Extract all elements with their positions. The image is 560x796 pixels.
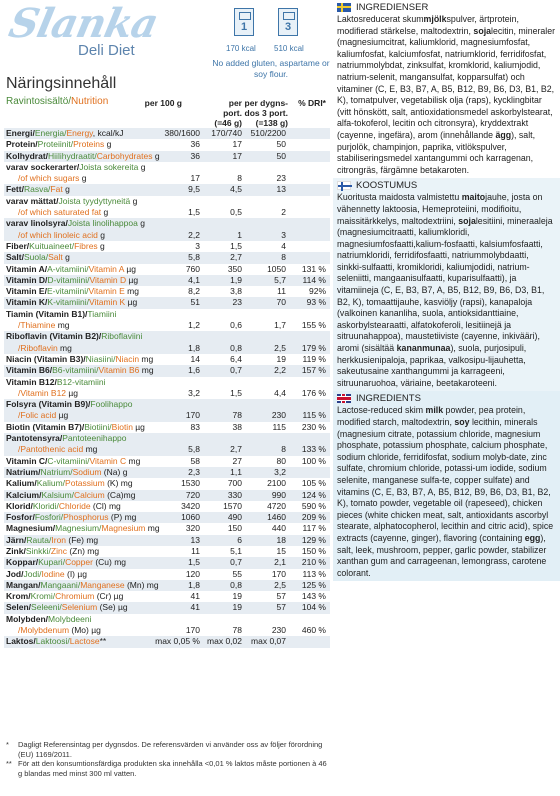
row-value: 17 (190, 173, 200, 184)
row-value: 1530 (181, 478, 200, 489)
table-row (4, 331, 330, 342)
row-value: 38 (232, 421, 242, 432)
row-value: 8 (281, 444, 286, 455)
row-label: Jod/Jodi/Iodine (I) µg (6, 568, 87, 579)
row-value: 19 (276, 353, 286, 364)
row-label: Tiamin (Vitamin B1)/Tiamiini (6, 308, 117, 319)
ingredients-text-sv: Laktosreducerat skummjölkspulver, ärtprotein, modifierad stärkelse, maltodextrin, sojalecitin, mineraler (magnesiumcitrat, kaliumklorid, magnesiumfosfat, kaliumfosfat, kalciumfosfat, natriumklorid, ferridifosfat, natriummolybdat, zinksulfat, kromklorid, kaliumjodid, natrium-selenit, mangansulfat, kopparsulfat) och vitaminer (C, E, B3, B7, A, B5, B12, B9, B6, D3, B1, B2, K), tomatpulver, vegetabilisk olja (raps), kycklingbitar (vitt hönskött, salt, antioxidationsmedel askorbylstearat, alfa-tokoferol, lecitin och citronsyra), kryddextrakt (cayenne, ingefära), arom (innehållande ägg), salt, purjolök, champinjon, paprika, vitlökspulver, stabiliseringsmedel xantangummi och karragenan, citrongräs, färgämne betakaroten. (337, 14, 556, 175)
row-value: 170 (185, 410, 200, 421)
table-row (4, 264, 330, 275)
row-label: /of which sugars g (18, 173, 87, 184)
allergen-note: No added gluten, aspartame or soy flour. (212, 58, 330, 79)
row-value: 83 (190, 421, 200, 432)
table-row (4, 173, 330, 184)
table-row (4, 207, 330, 218)
row-label: Fett/Rasva/Fat g (6, 184, 70, 195)
row-value: 460 % (301, 625, 326, 636)
row-value: 4 (281, 240, 286, 251)
row-value: 119 % (302, 353, 326, 364)
row-value: 143 % (301, 591, 326, 602)
row-label: Vitamin B12/B12-vitamiini (6, 376, 106, 387)
row-value: 105 % (301, 478, 326, 489)
footnote-item: ** För att den konsumtionsfärdiga produkten ska innehålla <0,01 % laktos måste portionen à 46 g blandas med minst 300 ml vatten. (6, 759, 327, 778)
col-header-dri: % DRI* (298, 98, 326, 108)
row-value: 129 % (301, 534, 326, 545)
row-label: Vitamin K/K-vitamiini/Vitamin K µg (6, 297, 138, 308)
row-value: 0,8 (230, 579, 242, 590)
row-value: 176 % (301, 387, 326, 398)
row-label: Vitamin D/D-vitamiini/Vitamin D µg (6, 274, 139, 285)
row-value: 23 (276, 173, 286, 184)
row-value: 230 (271, 410, 286, 421)
row-value: 36 (190, 139, 200, 150)
table-row (4, 162, 330, 173)
row-value: 490 (227, 512, 242, 523)
table-row (4, 320, 330, 331)
row-value: 510/2200 (250, 128, 286, 138)
table-row (4, 535, 330, 546)
row-label: Salt/Suola/Salt g (6, 252, 70, 263)
row-value: 1,5 (230, 240, 242, 251)
table-row (4, 433, 330, 444)
row-value: 1 (237, 229, 242, 240)
row-label: Pantotensyra/Pantoteenihappo (6, 433, 127, 444)
brand-name: Slanka (5, 0, 162, 47)
row-label: Niacin (Vitamin B3)/Niasiini/Niacin mg (6, 353, 154, 364)
row-value: 117 % (302, 523, 326, 534)
row-value: 13 (190, 534, 200, 545)
table-row (4, 297, 330, 308)
row-value: 330 (227, 489, 242, 500)
row-value: 55 (232, 568, 242, 579)
row-label: Vitamin E/E-vitamiini/Vitamin E mg (6, 286, 139, 297)
row-value: 2,2 (188, 229, 200, 240)
row-label: /Folic acid µg (18, 410, 69, 421)
row-value: 41 (190, 602, 200, 613)
row-value: 115 (272, 421, 286, 432)
row-value: 230 (271, 625, 286, 636)
table-row (4, 377, 330, 388)
table-row (4, 557, 330, 568)
row-value: 8,2 (188, 286, 200, 297)
table-row (4, 286, 330, 297)
row-label: /of which linoleic acid g (18, 229, 105, 240)
table-row (4, 309, 330, 320)
row-label: Laktos/Laktoosi/Lactose** (6, 636, 107, 647)
three-portion-icon: 3 (278, 8, 298, 36)
one-portion-icon: 1 (234, 8, 254, 36)
row-label: Mangan/Mangaani/Manganese (Mn) mg (6, 579, 159, 590)
table-row (4, 625, 330, 636)
row-value: 2 (281, 207, 286, 218)
row-value: 70 (276, 297, 286, 308)
col-header-per100: per 100 g (144, 98, 182, 108)
row-value: 0,6 (230, 320, 242, 331)
col-header-per-portion: per port. (=46 g) (214, 98, 242, 128)
row-label: Fiber/Kuituaineet/Fibres g (6, 240, 105, 251)
table-subtitle: Ravintosisältö/Nutrition (6, 96, 109, 107)
row-value: 1,6 (188, 365, 200, 376)
table-row (4, 546, 330, 557)
row-value: 990 (271, 489, 286, 500)
row-value: 1460 (267, 512, 286, 523)
row-label: /Molybdenum (Mo) µg (18, 625, 101, 636)
row-value: 2,5 (274, 342, 286, 353)
row-value: 590 % (301, 500, 326, 511)
row-label: /Vitamin B12 µg (18, 387, 79, 398)
row-value: 170/740 (211, 128, 242, 138)
row-label: varav linolsyra/Joista linolihappoa g (6, 218, 145, 229)
nutrition-table (4, 128, 330, 648)
row-label: Protein/Proteiinit/Proteins g (6, 139, 112, 150)
row-value: 3 (281, 229, 286, 240)
row-value: 1570 (223, 500, 242, 511)
row-value: 27 (232, 455, 242, 466)
row-value: 23 (232, 297, 242, 308)
col-header-per-day: per dygns- dos 3 port. (=138 g) (244, 98, 288, 128)
row-value: 150 (227, 523, 242, 534)
ingredients-swedish (333, 0, 560, 178)
row-value: 170 (271, 568, 286, 579)
row-label: Järn/Rauta/Iron (Fe) mg (6, 534, 99, 545)
row-value: 78 (232, 410, 242, 421)
table-row (4, 275, 330, 286)
row-value: 2,1 (274, 557, 286, 568)
row-value: 5,1 (230, 545, 242, 556)
row-label: Folsyra (Vitamin B9)/Foolihappo (6, 399, 133, 410)
row-value: 2,2 (274, 365, 286, 376)
table-row (4, 388, 330, 399)
table-row (4, 128, 330, 139)
row-value: 760 (185, 263, 200, 274)
row-value: 2,7 (230, 252, 242, 263)
row-value: 4,1 (188, 274, 200, 285)
row-label: /of which saturated fat g (18, 207, 109, 218)
row-value: 58 (190, 455, 200, 466)
row-value: 2,3 (188, 466, 200, 477)
row-value: 3420 (181, 500, 200, 511)
row-value: 0,8 (230, 342, 242, 353)
row-value: 8 (237, 173, 242, 184)
row-value: 8 (281, 252, 286, 263)
row-value: 57 (276, 602, 286, 613)
row-value: 36 (190, 150, 200, 161)
row-value: 15 (276, 545, 286, 556)
row-value: 115 % (302, 410, 326, 421)
portion-info (226, 8, 326, 56)
row-label: Molybden/Molybdeeni (6, 613, 92, 624)
table-row (4, 422, 330, 433)
row-value: 4,5 (230, 184, 242, 195)
table-row (4, 343, 330, 354)
row-value: 700 (227, 478, 242, 489)
row-value: 17 (232, 150, 242, 161)
row-label: Riboflavin (Vitamin B2)/Riboflaviini (6, 331, 143, 342)
row-value: 114 % (302, 274, 326, 285)
row-label: Magnesium/Magnesium/Magnesium mg (6, 523, 160, 534)
row-value: 1,9 (230, 274, 242, 285)
row-label: Fosfor/Fosfori/Phosphorus (P) mg (6, 512, 137, 523)
brand-logo (5, 0, 183, 72)
row-value: 1,5 (188, 207, 200, 218)
row-label: Koppar/Kupari/Copper (Cu) mg (6, 557, 127, 568)
row-value: 0,7 (230, 365, 242, 376)
table-row (4, 523, 330, 534)
row-value: 1,5 (230, 387, 242, 398)
row-value: 51 (190, 297, 200, 308)
table-row (4, 478, 330, 489)
row-value: 320 (185, 523, 200, 534)
row-value: 14 (190, 353, 200, 364)
row-value: 18 (276, 534, 286, 545)
row-label: Natrium/Natrium/Sodium (Na) g (6, 466, 128, 477)
row-value: 3,8 (230, 286, 242, 297)
row-value: 1,1 (230, 466, 242, 477)
row-value: 4720 (267, 500, 286, 511)
table-row (4, 490, 330, 501)
brand-subtitle: Deli Diet (78, 42, 135, 59)
row-value: 6,4 (230, 353, 242, 364)
ingredients-heading-sv: INGREDIENSER (356, 1, 429, 13)
row-value: 57 (276, 591, 286, 602)
table-row (4, 602, 330, 613)
row-value: 1,8 (188, 579, 200, 590)
row-value: 1,5 (188, 557, 200, 568)
row-value: 5,8 (188, 444, 200, 455)
row-value: 1050 (267, 263, 286, 274)
row-value: 125 % (301, 579, 326, 590)
row-value: 210 % (301, 557, 326, 568)
row-label: Kalcium/Kalsium/Calcium (Ca)mg (6, 489, 136, 500)
row-value: 17 (232, 139, 242, 150)
row-value: 5,7 (274, 274, 286, 285)
row-value: 2,5 (274, 579, 286, 590)
row-value: 1,7 (274, 320, 286, 331)
row-value: 131 % (301, 263, 326, 274)
row-value: 209 % (301, 512, 326, 523)
table-row (4, 591, 330, 602)
table-row (4, 467, 330, 478)
row-label: /Pantothenic acid mg (18, 444, 98, 455)
ingredients-panel (333, 0, 560, 796)
row-value: 13 (276, 184, 286, 195)
row-label: Vitamin A/A-vitamiini/Vitamin A µg (6, 263, 136, 274)
finland-flag-icon (337, 181, 351, 190)
row-value: 0,7 (230, 557, 242, 568)
ingredients-finnish (333, 178, 560, 391)
table-row (4, 580, 330, 591)
table-row (4, 399, 330, 410)
row-value: 120 (185, 568, 200, 579)
row-value: 133 % (301, 444, 326, 455)
table-row (4, 444, 330, 455)
ingredients-heading-fi: KOOSTUMUS (356, 179, 418, 191)
row-value: 41 (190, 591, 200, 602)
table-row (4, 196, 330, 207)
row-value: 78 (232, 625, 242, 636)
table-row (4, 139, 330, 150)
row-value: 9,5 (188, 184, 200, 195)
row-value: 11 (277, 286, 286, 297)
table-row (4, 614, 330, 625)
row-value: 3,2 (274, 466, 286, 477)
row-value: 100 % (301, 455, 326, 466)
row-value: max 0,05 % (155, 636, 200, 647)
table-row (4, 354, 330, 365)
row-value: max 0,07 (251, 636, 286, 647)
row-value: 93 % (306, 297, 326, 308)
row-value: 230 % (301, 421, 326, 432)
table-row (4, 151, 330, 162)
row-value: 380/1600 (164, 128, 200, 138)
row-label: Biotin (Vitamin B7)/Biotiini/Biotin µg (6, 421, 145, 432)
ingredients-text-fi: Kuoritusta maidosta valmistettu maitojauhe, josta on vähennetty laktoosia, Hemeproteiini, modifioitu, maissitärkkelys, maltodextriini, sojalesitiini, mineraaleja (magnesiumcitraatti, kaliumkloridi, magnesiumfosfaatti,kalium-fosfaatti, kalsiumfosfaatti, natriumkloridi, ferridifosfaatti, natriummolybdaatti, sinkki-sulfaatti, kromikloridi, kaliumjodidi, natrium-seleniitti, mangaanisulfaatti, kuparisulfaatti), ja vitamiineja (C, E, B3, B7, A, B5, B12, B9, B6, D3, B1, B2, K), tomaattijauhe, kasviöljy (rapsi), kanapaloja (valkoinen kananliha, suola, antioksidanttiaine, askorbylstearaatti, alfatokoferoli, lesitiinejä ja sitruunahappoa), maustetiiviste (cayenne, inkivääri), aromi (sisältää kananmunaa), suola, purjosipuli, herkkusienipaloja, paprikaa, valkosipu-lijauhetta, sakeutusaine xanthangummi ja karrageeni, sitruunaruohoa, väriaine, beetakaroteeni. (337, 192, 553, 388)
row-label: Klorid/Kloridi/Chloride (Cl) mg (6, 500, 121, 511)
row-value: 4,4 (274, 387, 286, 398)
table-row (4, 365, 330, 376)
row-label: Zink/Sinkki/Zinc (Zn) mg (6, 545, 100, 556)
row-label: Krom/Kromi/Chromium (Cr) µg (6, 591, 124, 602)
table-row (4, 241, 330, 252)
row-value: 1060 (181, 512, 200, 523)
footnote-item: * Dagligt Referensintag per dygnsdos. De referensvärden vi använder oss av följer förordning (EU) 1169/2011. (6, 740, 323, 759)
row-value: 2,7 (230, 444, 242, 455)
table-row (4, 456, 330, 467)
row-value: 92% (308, 286, 326, 297)
table-row (4, 636, 330, 647)
ingredients-text-en: Lactose-reduced skim milk powder, pea protein, modified starch, maltodextrin, soy lecithin, minerals (magnesium citrate, potassium chloride, magnesium phosphate, potassium phosphate, calcium phosphate, sodium chloride, ferridifosfat, sodium molyb-date, zinc sulfate, chromium chloride, potassi-um iodide, sodium selenite, manganese sulfa-te, copper sulfate) and vitamins (C, E, B3, B7, A, B5, B12, B9, B6, D3, B1, B2, K), tomato powder, vegetable oil (rapeseed), chicken pieces (white chicken meat, salt, antioxidants ascorbyl stearate, alphatocopherol, lecithin and citric acid), spice extracts (cayenne, ginger), flavoring (containing egg), salt, leek, mushroom, pepper, garlic powder, stabilizer xanthan gum and carrageenan, lemongrass, carotene colorant. (337, 405, 554, 578)
table-row (4, 569, 330, 580)
row-value: 19 (232, 591, 242, 602)
row-value: 6 (237, 534, 242, 545)
row-label: Energi/Energia/Energy, kcal/kJ (6, 128, 124, 138)
ingredients-heading-en: INGREDIENTS (356, 392, 421, 404)
row-value: 11 (191, 545, 200, 556)
table-row (4, 184, 330, 195)
table-row (4, 501, 330, 512)
row-value: 179 % (301, 342, 326, 353)
row-value: 3 (195, 240, 200, 251)
table-row (4, 218, 330, 229)
row-value: 0,5 (230, 207, 242, 218)
row-label: Selen/Seleeni/Selenium (Se) µg (6, 602, 128, 613)
row-value: 113 % (302, 568, 326, 579)
ingredients-english (333, 391, 560, 581)
row-label: /Riboflavin mg (18, 342, 72, 353)
row-value: 1,2 (188, 320, 200, 331)
three-portion-kcal: 510 kcal (274, 44, 304, 53)
row-label: Kalium/Kalium/Potassium (K) mg (6, 478, 133, 489)
row-value: 157 % (301, 365, 326, 376)
row-value: 170 (185, 625, 200, 636)
row-value: 124 % (301, 489, 326, 500)
footnotes (6, 740, 328, 778)
uk-flag-icon (337, 394, 351, 403)
row-value: 50 (276, 139, 286, 150)
row-label: /Thiamine mg (18, 320, 70, 331)
sweden-flag-icon (337, 3, 351, 12)
row-label: Vitamin B6/B6-vitamiini/Vitamin B6 mg (6, 365, 154, 376)
row-label: varav sockerarter/Joista sokereita g (6, 161, 146, 172)
table-row (4, 230, 330, 241)
row-label: varav mättat/Joista tyydyttyneitä g (6, 195, 138, 206)
row-label: Kolhydrat/Hiilihydraatit/Carbohydrates g (6, 150, 160, 161)
row-value: max 0,02 (207, 636, 242, 647)
table-row (4, 512, 330, 523)
row-value: 50 (276, 150, 286, 161)
table-row (4, 252, 330, 263)
row-value: 3,2 (188, 387, 200, 398)
row-value: 19 (232, 602, 242, 613)
row-value: 2100 (267, 478, 286, 489)
row-value: 104 % (301, 602, 326, 613)
one-portion-kcal: 170 kcal (226, 44, 256, 53)
row-value: 80 (276, 455, 286, 466)
row-value: 1,8 (188, 342, 200, 353)
row-value: 150 % (301, 545, 326, 556)
row-label: Vitamin C/C-vitamiini/Vitamin C mg (6, 455, 141, 466)
row-value: 5,8 (188, 252, 200, 263)
row-value: 720 (185, 489, 200, 500)
row-value: 440 (271, 523, 286, 534)
table-row (4, 410, 330, 421)
row-value: 155 % (301, 320, 326, 331)
table-title: Näringsinnehåll (6, 75, 117, 92)
row-value: 350 (227, 263, 242, 274)
